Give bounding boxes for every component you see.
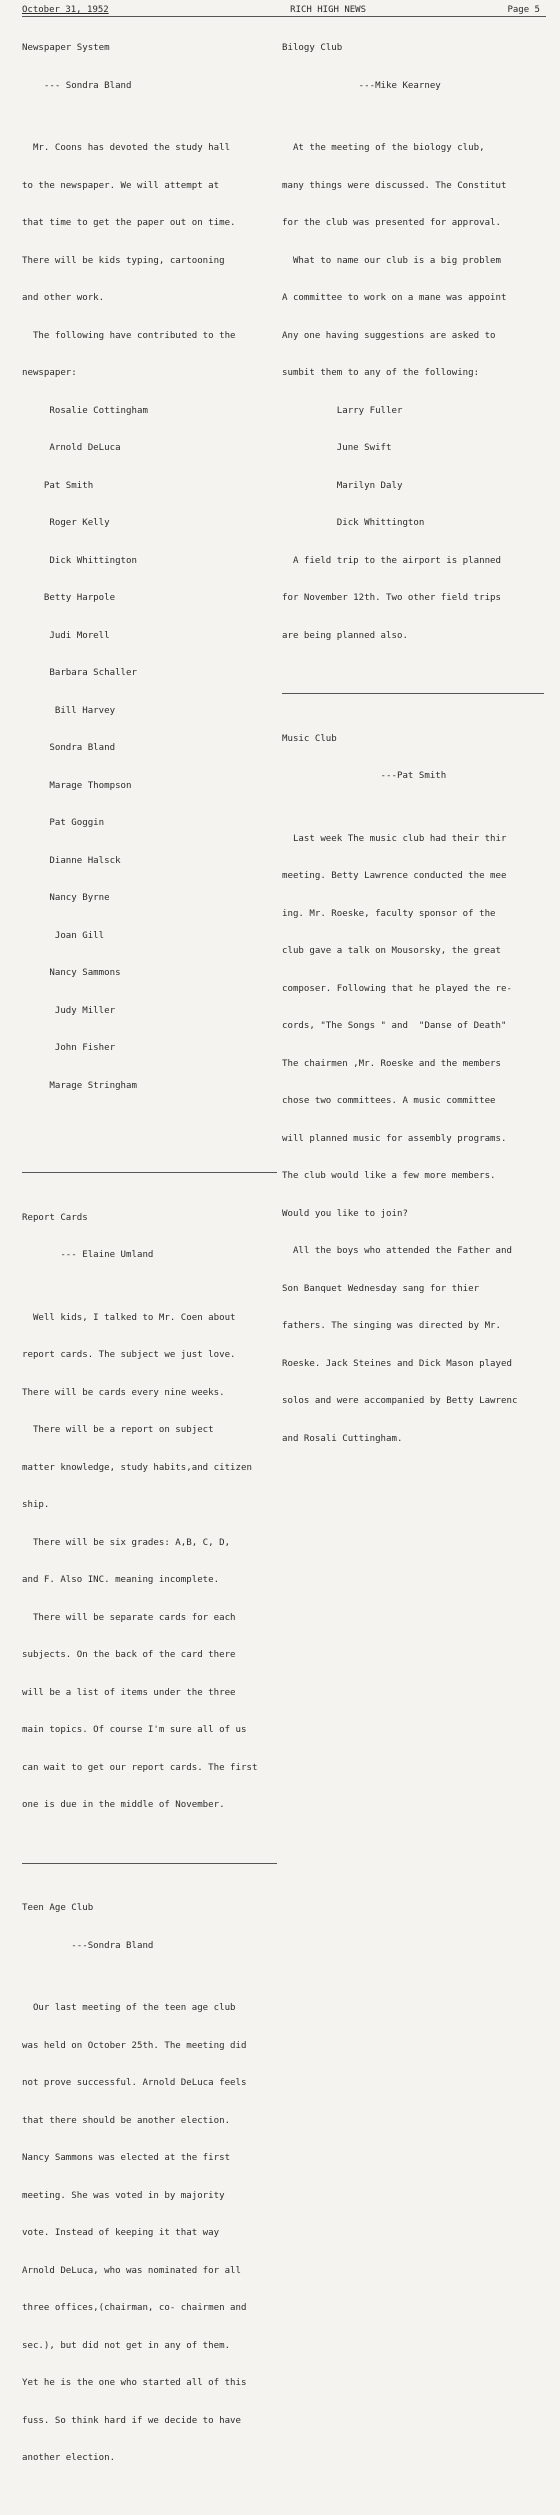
article-line: sec.), but did not get in any of them. [22, 2340, 231, 2351]
contributor-name: Nancy Byrne [22, 893, 110, 903]
contributor-name: Dick Whittington [22, 555, 137, 566]
article-line: At the meeting of the biology club, [282, 143, 485, 153]
article-line: newspaper: [22, 368, 77, 378]
left-column [22, 17, 282, 2515]
byline-teen-age-club: ---Sondra Bland [22, 1940, 154, 1951]
article-line: fathers. The singing was directed by Mr. [282, 1321, 501, 1331]
article-line: meeting. She was voted in by majority [22, 2190, 225, 2201]
article-line: report cards. The subject we just love. [22, 1350, 236, 1360]
article-line: main topics. Of course I'm sure all of us [22, 1725, 247, 1735]
section-title-teen-age-club: Teen Age Club [22, 1903, 94, 1913]
member-name: Larry Fuller [282, 405, 403, 416]
article-line: sumbit them to any of the following: [282, 368, 480, 378]
publication-name: RICH HIGH NEWS [290, 5, 367, 15]
article-line: Well kids, I talked to Mr. Coen about [22, 1312, 236, 1323]
article-line: Arnold DeLuca, who was nominated for all [22, 2265, 241, 2276]
article-line: There will be cards every nine weeks. [22, 1387, 225, 1398]
article-line: three offices,(chairman, co- chairmen and [22, 2303, 247, 2313]
section-title-report-cards: Report Cards [22, 1212, 88, 1223]
article-line: solos and were accompanied by Betty Lawrenc [282, 1396, 518, 1406]
article-line: A field trip to the airport is planned [282, 555, 501, 566]
section-divider [22, 1863, 277, 1864]
member-name: June Swift [282, 443, 392, 453]
byline-biology-club: ---Mike Kearney [282, 80, 441, 91]
article-line: that there should be another election. [22, 2115, 231, 2126]
article-line: cords, "The Songs " and "Danse of Death" [282, 1021, 507, 1031]
article-line: Would you like to join? [282, 1208, 408, 1219]
article-line: another election. [22, 2453, 116, 2463]
article-line: Yet he is the one who started all of this [22, 2378, 247, 2388]
article-line: one is due in the middle of November. [22, 1800, 225, 1810]
article-line: There will be six grades: A,B, C, D, [22, 1537, 231, 1548]
article-line: will planned music for assembly programs. [282, 1133, 507, 1144]
article-line: many things were discussed. The Constitut [282, 180, 507, 191]
article-line: subjects. On the back of the card there [22, 1650, 236, 1660]
article-line: A committee to work on a mane was appoint [282, 293, 507, 303]
byline-newspaper: --- Sondra Bland [22, 80, 132, 91]
article-line: Nancy Sammons was elected at the first [22, 2153, 231, 2163]
byline-music-club: ---Pat Smith [282, 771, 447, 781]
article-line: All the boys who attended the Father and [282, 1246, 512, 1256]
article-line: Son Banquet Wednesday sang for thier [282, 1283, 480, 1294]
contributor-name: Marage Thompson [22, 780, 132, 791]
contributor-name: Bill Harvey [22, 705, 116, 716]
article-line: There will be kids typing, cartooning [22, 255, 225, 266]
article-line: Roeske. Jack Steines and Dick Mason played [282, 1358, 512, 1369]
article-line: Last week The music club had their thir [282, 833, 507, 844]
section-divider [282, 693, 544, 694]
article-line: that time to get the paper out on time. [22, 218, 236, 228]
contributor-name: Roger Kelly [22, 518, 110, 528]
contributor-name: Pat Smith [22, 480, 94, 491]
article-line: can wait to get our report cards. The first [22, 1762, 258, 1773]
article-line: for November 12th. Two other field trips [282, 593, 501, 603]
issue-date: October 31, 1952 [22, 5, 109, 15]
contributor-name: Marage Stringham [22, 1080, 137, 1091]
article-teen-age-club [22, 1977, 282, 2490]
byline-report-cards: --- Elaine Umland [22, 1250, 154, 1260]
article-line: chose two committees. A music committee [282, 1096, 496, 1106]
article-line: Mr. Coons has devoted the study hall [22, 143, 231, 153]
contributor-name: Sondra Bland [22, 743, 116, 753]
section-divider [22, 1172, 277, 1173]
member-name: Dick Whittington [282, 518, 425, 528]
article-biology-club [282, 117, 548, 667]
section-title-biology-club: Bilogy Club [282, 43, 343, 53]
article-line: and F. Also INC. meaning incomplete. [22, 1575, 220, 1585]
article-line: ing. Mr. Roeske, faculty sponsor of the [282, 908, 496, 919]
article-line: What to name our club is a big problem [282, 255, 501, 266]
article-line: and other work. [22, 293, 105, 303]
right-column [282, 17, 548, 1495]
article-music-club [282, 808, 548, 1471]
contributor-name: Arnold DeLuca [22, 443, 121, 453]
article-line: not prove successful. Arnold DeLuca feels [22, 2078, 247, 2088]
contributor-name: John Fisher [22, 1043, 116, 1053]
contributor-name: Dianne Halsck [22, 855, 121, 866]
article-line: The chairmen ,Mr. Roeske and the members [282, 1058, 501, 1069]
article-line: ship. [22, 1500, 50, 1510]
contributor-name: Judi Morell [22, 630, 110, 641]
article-line: vote. Instead of keeping it that way [22, 2228, 220, 2238]
contributor-name: Betty Harpole [22, 593, 116, 603]
article-line: club gave a talk on Mousorsky, the great [282, 946, 501, 956]
article-line: The following have contributed to the [22, 330, 236, 341]
article-line: matter knowledge, study habits,and citizen [22, 1462, 252, 1473]
article-line: There will be a report on subject [22, 1425, 214, 1435]
article-line: There will be separate cards for each [22, 1612, 236, 1623]
article-line: The club would like a few more members. [282, 1171, 496, 1181]
article-line: are being planned also. [282, 630, 408, 641]
page-number: Page 5 [507, 5, 540, 15]
article-line: will be a list of items under the three [22, 1687, 236, 1698]
contributor-name: Judy Miller [22, 1005, 116, 1016]
contributor-name: Joan Gill [22, 930, 105, 941]
article-line: for the club was presented for approval. [282, 218, 501, 228]
article-line: meeting. Betty Lawrence conducted the mee [282, 871, 507, 881]
article-line: composer. Following that he played the re- [282, 983, 512, 994]
article-newspaper [22, 117, 282, 1117]
contributor-name: Nancy Sammons [22, 968, 121, 978]
contributor-name: Barbara Schaller [22, 668, 137, 678]
article-line: Any one having suggestions are asked to [282, 330, 496, 341]
article-line: was held on October 25th. The meeting did [22, 2040, 247, 2051]
article-line: Our last meeting of the teen age club [22, 2003, 236, 2013]
contributor-name: Rosalie Cottingham [22, 405, 148, 416]
page-header [22, 2, 546, 17]
contributor-name: Pat Goggin [22, 818, 105, 828]
article-report-cards [22, 1287, 282, 1837]
section-title-newspaper: Newspaper System [22, 43, 110, 53]
article-line: fuss. So think hard if we decide to have [22, 2415, 241, 2426]
article-line: to the newspaper. We will attempt at [22, 180, 220, 191]
member-name: Marilyn Daly [282, 480, 403, 491]
article-line: and Rosali Cuttingham. [282, 1433, 403, 1444]
section-title-music-club: Music Club [282, 733, 337, 744]
